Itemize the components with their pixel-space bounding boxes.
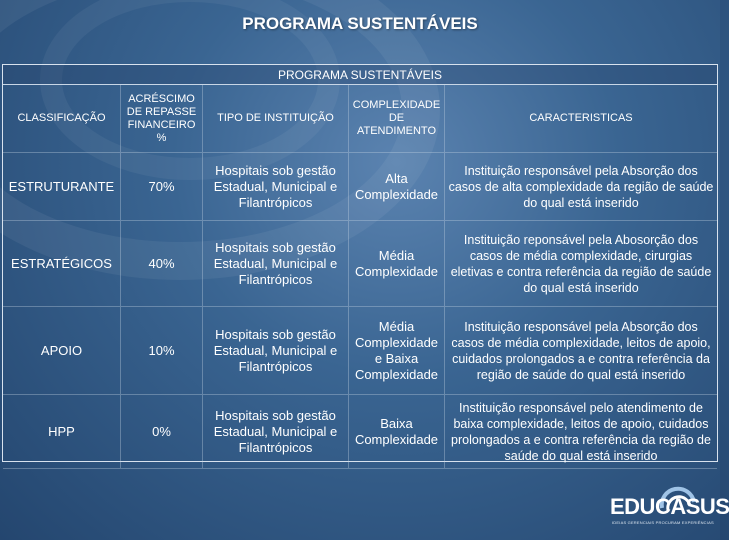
educasus-logo	[606, 482, 729, 536]
table-row-tipo: Hospitais sob gestão Estadual, Municipal e Filantrópicos	[203, 307, 349, 395]
table-row-classificacao: ESTRATÉGICOS	[3, 221, 121, 307]
table-row-classificacao: HPP	[3, 395, 121, 469]
table-row-tipo: Hospitais sob gestão Estadual, Municipal e Filantrópicos	[203, 153, 349, 221]
table-row-tipo: Hospitais sob gestão Estadual, Municipal e Filantrópicos	[203, 395, 349, 469]
table-row-acrescimo: 40%	[121, 221, 203, 307]
table-row-acrescimo: 70%	[121, 153, 203, 221]
logo-wordmark	[610, 494, 729, 520]
table-row-caracteristicas: Instituição reponsável pela Abosorção dos casos de média complexidade, cirurgias eletivas e contra referência da região de saúde do qual está inserido	[445, 221, 717, 307]
header-tipo-instituicao: TIPO DE INSTITUIÇÃO	[203, 85, 349, 153]
table-row-acrescimo: 10%	[121, 307, 203, 395]
sustentaveis-table	[2, 64, 718, 462]
table-row-caracteristicas: Instituição responsável pelo atendimento de baixa complexidade, leitos de apoio, cuidados prolongados a e contra referência da região de saúde do qual está inserido	[445, 395, 717, 469]
table-grid	[3, 85, 717, 469]
table-row-complexidade: Média Complexidade	[349, 221, 445, 307]
table-row-classificacao: APOIO	[3, 307, 121, 395]
table-row-complexidade: Baixa Complexidade	[349, 395, 445, 469]
table-row-acrescimo: 0%	[121, 395, 203, 469]
table-row-caracteristicas: Instituição responsável pela Absorção dos casos de média complexidade, leitos de apoio, cuidados prolongados a e contra referência da região de saúde do qual está inserido	[445, 307, 717, 395]
table-row-tipo: Hospitais sob gestão Estadual, Municipal e Filantrópicos	[203, 221, 349, 307]
header-classificacao: CLASSIFICAÇÃO	[3, 85, 121, 153]
header-caracteristicas: CARACTERISTICAS	[445, 85, 717, 153]
logo-brand-prefix: EDUCA	[610, 494, 686, 519]
table-row-complexidade: Alta Complexidade	[349, 153, 445, 221]
logo-tagline: IDEIAS GERENCIAIS PROCURAM EXPERIÊNCIAS	[612, 520, 714, 525]
table-row-complexidade: Média Complexidade e Baixa Complexidade	[349, 307, 445, 395]
slide-title: PROGRAMA SUSTENTÁVEIS	[242, 14, 478, 33]
table-row-classificacao: ESTRUTURANTE	[3, 153, 121, 221]
table-row-caracteristicas: Instituição responsável pela Absorção dos casos de alta complexidade da região de saúde do qual está inserido	[445, 153, 717, 221]
header-acrescimo: ACRÉSCIMO DE REPASSE FINANCEIRO %	[121, 85, 203, 153]
header-complexidade: COMPLEXIDADE DE ATENDIMENTO	[349, 85, 445, 153]
logo-brand-suffix: SUS	[685, 494, 729, 519]
table-caption: PROGRAMA SUSTENTÁVEIS	[3, 65, 717, 85]
